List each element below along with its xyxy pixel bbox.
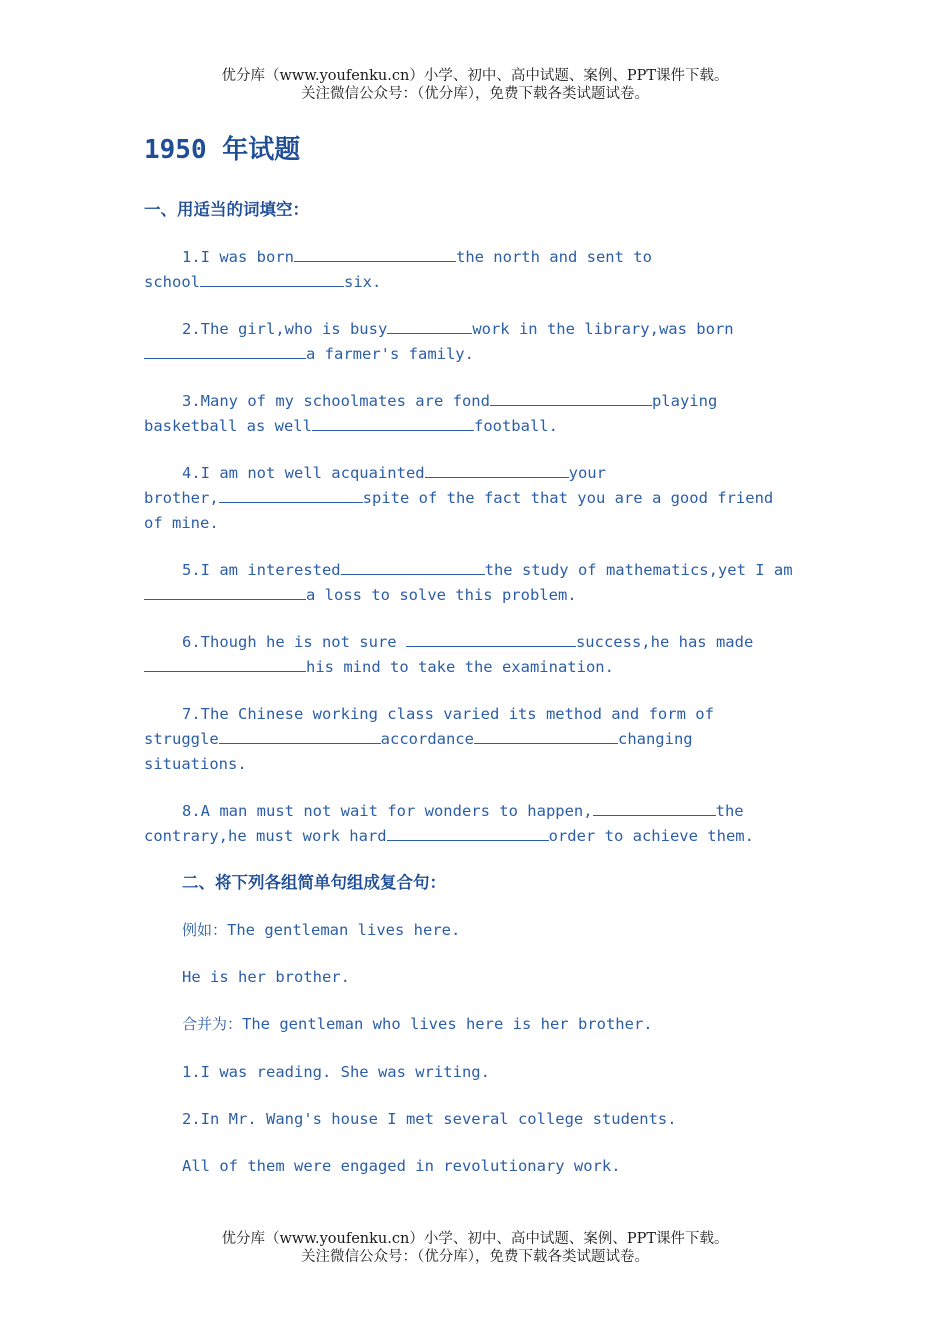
q2-blank-1[interactable] [387,317,472,334]
question-1 [144,245,824,295]
question-6 [144,630,824,680]
q4-text-e: of mine. [144,514,219,532]
q1-blank-1[interactable] [294,245,456,262]
merged-sentence: The gentleman who lives here is her brother. [242,1015,653,1033]
q8-blank-1[interactable] [593,799,716,816]
q5-text-a: 5.I am interested [182,561,341,579]
page-header [0,67,950,103]
q2-text-b: work in the library,was born [472,320,734,338]
q3-blank-2[interactable] [312,414,474,431]
example-prefix: 例如： [182,921,228,939]
example-line-2 [144,965,824,990]
q8-text-c: contrary,he must work hard [144,827,387,845]
footer-line-2: 关注微信公众号：（优分库），免费下载各类试题试卷。 [301,1249,649,1265]
section-2-item-1 [144,1060,824,1085]
q7-blank-1[interactable] [219,727,381,744]
q8-blank-2[interactable] [387,824,549,841]
q5-blank-2[interactable] [144,583,306,600]
q3-text-c: basketball as well [144,417,312,435]
q5-text-c: a loss to solve this problem. [306,586,577,604]
q3-text-b: playing [651,392,718,410]
q2-text-c: a farmer's family. [306,345,474,363]
q6-text-b: success,he has made [575,633,754,651]
question-4 [144,461,824,536]
q4-blank-1[interactable] [425,461,569,478]
q6-blank-1[interactable] [406,630,576,647]
q6-text-c: his mind to take the examination. [306,658,614,676]
q4-text-b: your [568,464,606,482]
q6-blank-2[interactable] [144,655,306,672]
example-line [144,918,824,943]
question-3 [144,389,824,439]
section-2-item-2 [144,1107,824,1132]
q1-blank-2[interactable] [200,270,344,287]
q7-text-d: changing [617,730,693,748]
q2-blank-2[interactable] [144,342,306,359]
q3-text-a: 3.Many of my schoolmates are fond [182,392,490,410]
q4-blank-2[interactable] [219,486,363,503]
q8-text-a: 8.A man must not wait for wonders to happen, [182,802,593,820]
q2-text-a: 2.The girl,who is busy [182,320,388,338]
question-5 [144,558,824,608]
q7-text-b: struggle [144,730,219,748]
section-2-item-2-text: 2.In Mr. Wang's house I met several college students. [182,1110,677,1128]
footer-line-1: 优分库（www.youfenku.cn）小学、初中、高中试题、案例、PPT课件下载。 [221,1231,729,1247]
q1-text-a: 1.I was born [182,248,294,266]
q7-text-e: situations. [144,755,247,773]
q4-text-d: spite of the fact that you are a good friend [362,489,774,507]
q4-text-a: 4.I am not well acquainted [182,464,425,482]
question-7 [144,702,824,777]
page-footer [0,1230,950,1266]
section-2-item-3-text: All of them were engaged in revolutionary work. [182,1157,621,1175]
q7-blank-2[interactable] [474,727,618,744]
q3-blank-1[interactable] [490,389,652,406]
header-line-2: 关注微信公众号：（优分库），免费下载各类试题试卷。 [301,86,649,102]
q1-text-d: six. [344,273,382,291]
example-sentence-2: He is her brother. [182,968,350,986]
q4-text-c: brother, [144,489,219,507]
q6-text-a: 6.Though he is not sure [182,633,406,651]
merged-example [144,1012,824,1037]
merged-prefix: 合并为： [182,1015,243,1033]
q1-text-c: school [144,273,200,291]
section-1-heading: 一、用适当的词填空： [144,200,309,219]
section-2-item-3 [144,1154,824,1179]
q8-text-b: the [715,802,744,820]
question-8 [144,799,824,849]
q8-text-d: order to achieve them. [548,827,754,845]
q5-text-b: the study of mathematics,yet I am [484,561,793,579]
header-line-1: 优分库（www.youfenku.cn）小学、初中、高中试题、案例、PPT课件下载。 [221,68,729,84]
q3-text-d: football. [473,417,558,435]
question-2 [144,317,824,367]
page-title: 1950 年试题 [144,135,301,165]
q5-blank-1[interactable] [341,558,485,575]
section-2-heading: 二、将下列各组简单句组成复合句： [182,873,446,892]
q1-text-b: the north and sent to [455,248,652,266]
q7-text-c: accordance [380,730,474,748]
q7-text-a: 7.The Chinese working class varied its method and form of [182,705,714,723]
section-2-item-1-text: 1.I was reading. She was writing. [182,1063,490,1081]
example-sentence-1: The gentleman lives here. [227,921,461,939]
